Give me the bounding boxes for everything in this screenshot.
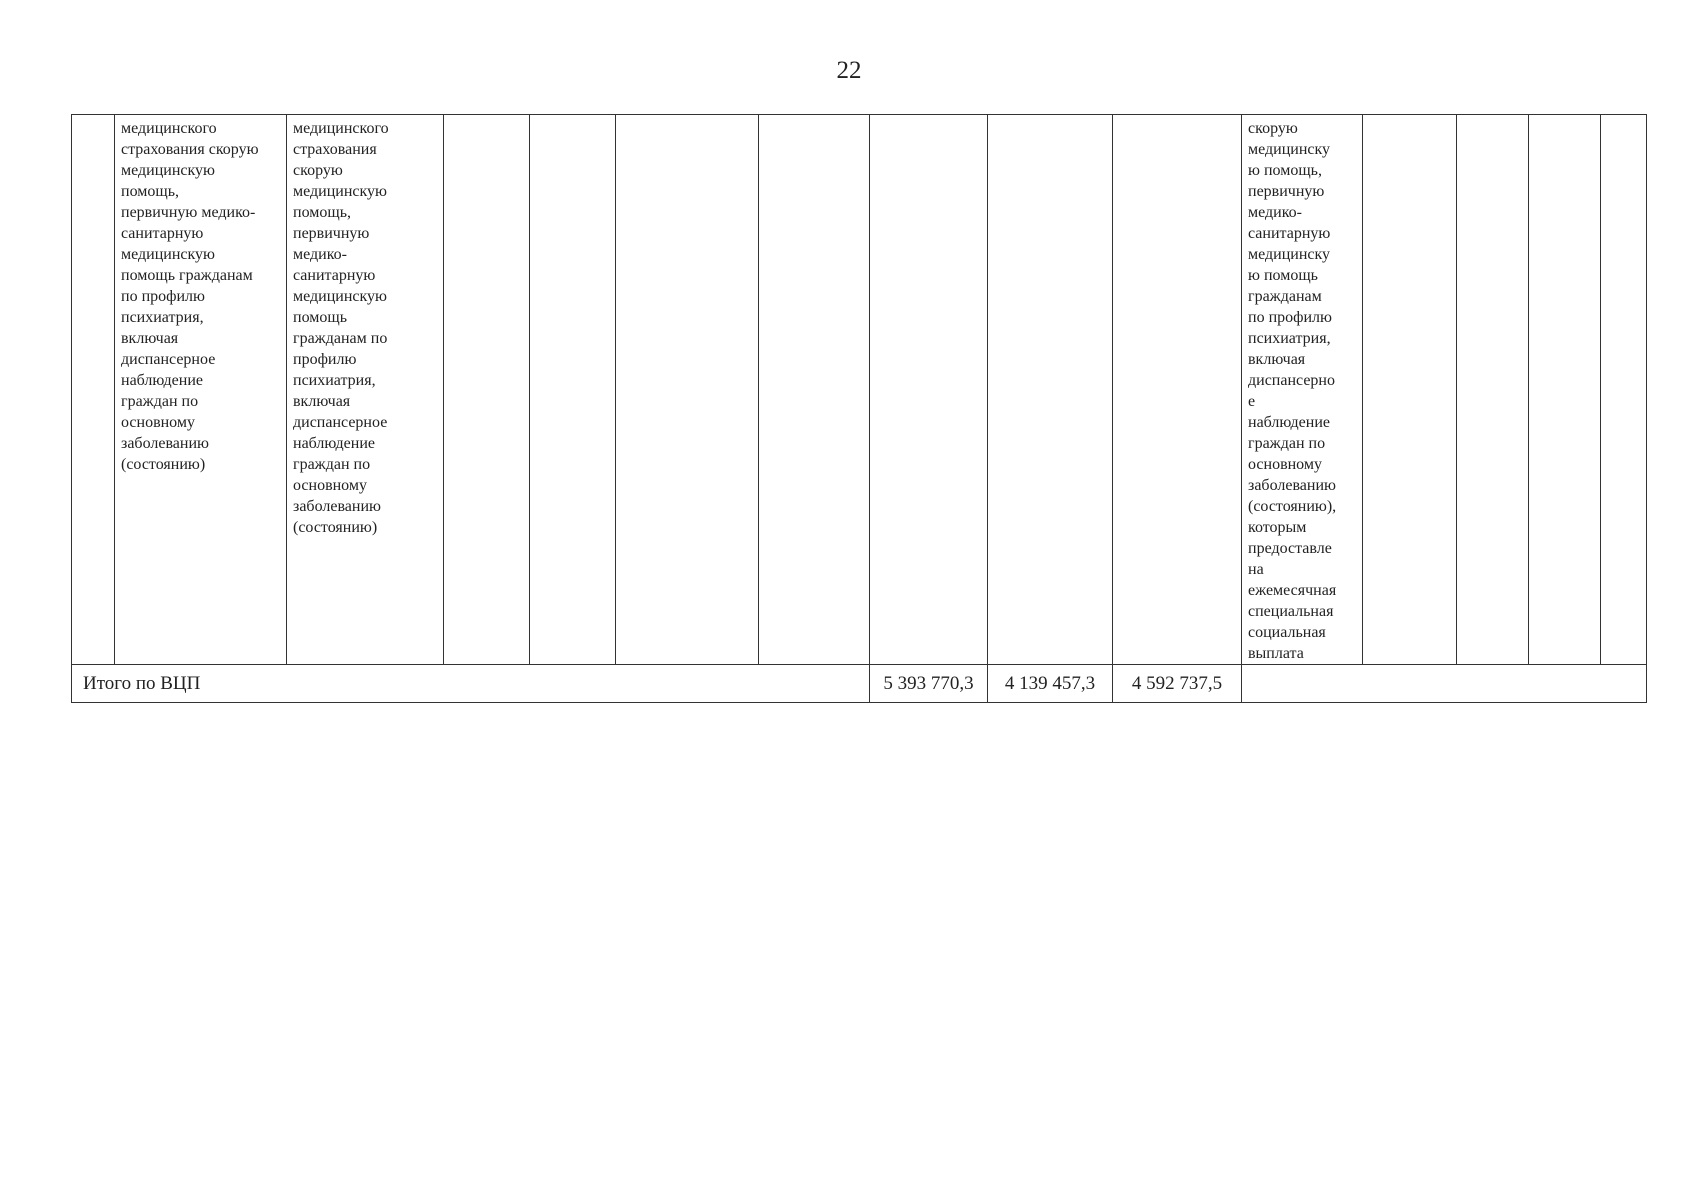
page-number: 22: [836, 57, 862, 84]
table-cell: [72, 115, 115, 665]
table-cell: [530, 115, 616, 665]
table-cell: [1457, 115, 1529, 665]
table-cell: [444, 115, 530, 665]
table-cell-description: медицинского страхования скорую медицинскую помощь, первичную медико- санитарную медицинскую помощь гражданам по профилю психиатрия, включая диспансерное наблюдение граждан по основному заболеванию (состоянию): [115, 115, 287, 665]
table-cell-description-alt: медицинского страхования скорую медицинскую помощь, первичную медико- санитарную медицинскую помощь гражданам по профилю психиатрия, включая диспансерное наблюдение граждан по основному заболеванию (состоянию): [287, 115, 444, 665]
table-cell: [870, 115, 988, 665]
table-cell: [759, 115, 870, 665]
table-cell: [1363, 115, 1457, 665]
program-table: [71, 114, 1647, 703]
table-row: [72, 115, 1647, 665]
total-value: 4 592 737,5: [1113, 665, 1242, 703]
total-value: 5 393 770,3: [870, 665, 988, 703]
total-value: 4 139 457,3: [988, 665, 1113, 703]
table-cell: [1113, 115, 1242, 665]
total-empty-cell: [1242, 665, 1647, 703]
total-row: [72, 665, 1647, 703]
table-cell: [1529, 115, 1601, 665]
table-cell: [988, 115, 1113, 665]
table-cell: [616, 115, 759, 665]
table-cell-indicator: скорую медицинску ю помощь, первичную медико- санитарную медицинску ю помощь гражданам по профилю психиатрия, включая диспансерно е наблюдение граждан по основному заболеванию (состоянию), которым предоставле на ежемесячная специальная социальная выплата: [1242, 115, 1363, 665]
total-label: Итого по ВЦП: [72, 665, 870, 703]
table-cell: [1601, 115, 1647, 665]
